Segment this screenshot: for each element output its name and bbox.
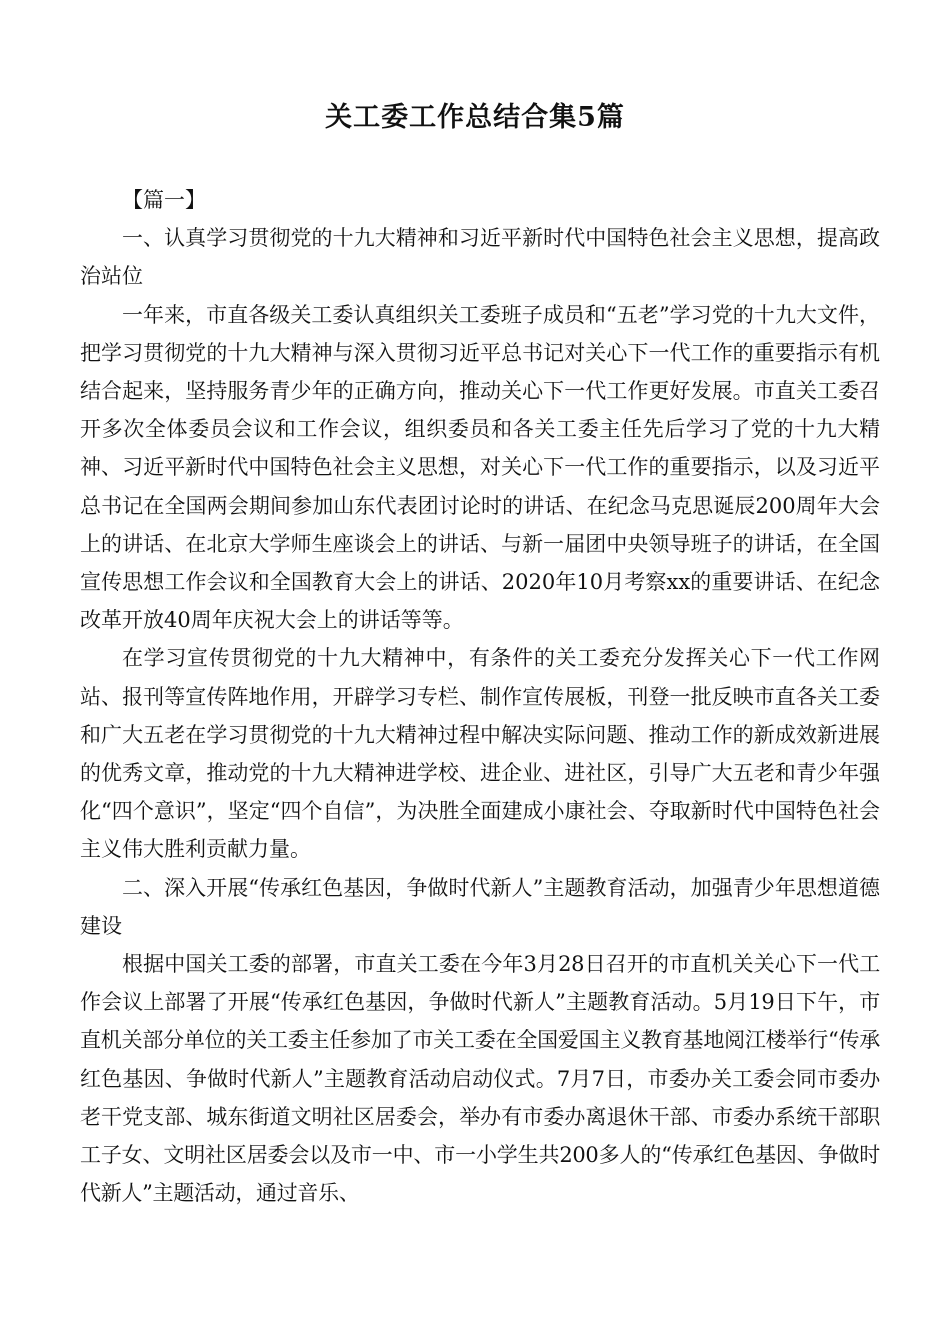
body-paragraph: 根据中国关工委的部署，市直关工委在今年3月28日召开的市直机关关心下一代工作会议上部署了开展“传承红色基因，争做时代新人”主题教育活动。5月19日下午，市直机关部分单位的关工委主任参加了市关工委在全国爱国主义教育基地阅江楼举行“传承红色基因、争做时代新人”主题教育活动启动仪式。7月7日，市委办关工委会同市委办老干党支部、城东街道文明社区居委会，举办有市委办离退休干部、市委办系统干部职工子女、文明社区居委会以及市一中、市一小学生共200多人的“传承红色基因、争做时代新人”主题活动，通过音乐、: [80, 952, 880, 1206]
document-title: 关工委工作总结合集5篇: [325, 102, 625, 133]
subsection-heading: 二、深入开展“传承红色基因，争做时代新人”主题教育活动，加强青少年思想道德建设: [80, 875, 880, 938]
body-paragraph: 一年来，市直各级关工委认真组织关工委班子成员和“五老”学习党的十九大文件，把学习贯彻党的十九大精神与深入贯彻习近平总书记对关心下一代工作的重要指示有机结合起来，坚持服务青少年的正确方向，推动关心下一代工作更好发展。市直关工委召开多次全体委员会议和工作会议，组织委员和各关工委主任先后学习了党的十九大精神、习近平新时代中国特色社会主义思想，对关心下一代工作的重要指示，以及习近平总书记在全国两会期间参加山东代表团讨论时的讲话、在纪念马克思诞辰200周年大会上的讲话、在北京大学师生座谈会上的讲话、与新一届团中央领导班子的讲话，在全国宣传思想工作会议和全国教育大会上的讲话、2020年10月考察xx的重要讲话、在纪念改革开放40周年庆祝大会上的讲话等等。: [80, 302, 880, 633]
document-body: [80, 181, 880, 1212]
subsection-heading: 一、认真学习贯彻党的十九大精神和习近平新时代中国特色社会主义思想，提高政治站位: [80, 226, 880, 289]
body-paragraph: 在学习宣传贯彻党的十九大精神中，有条件的关工委充分发挥关心下一代工作网站、报刊等宣传阵地作用，开辟学习专栏、制作宣传展板，刊登一批反映市直各关工委和广大五老在学习贯彻党的十九大精神过程中解决实际问题、推动工作的新成效新进展的优秀文章，推动党的十九大精神进学校、进企业、进社区，引导广大五老和青少年强化“四个意识”，坚定“四个自信”，为决胜全面建成小康社会、夺取新时代中国特色社会主义伟大胜利贡献力量。: [80, 646, 880, 862]
section-heading: 【篇一】: [122, 188, 206, 212]
